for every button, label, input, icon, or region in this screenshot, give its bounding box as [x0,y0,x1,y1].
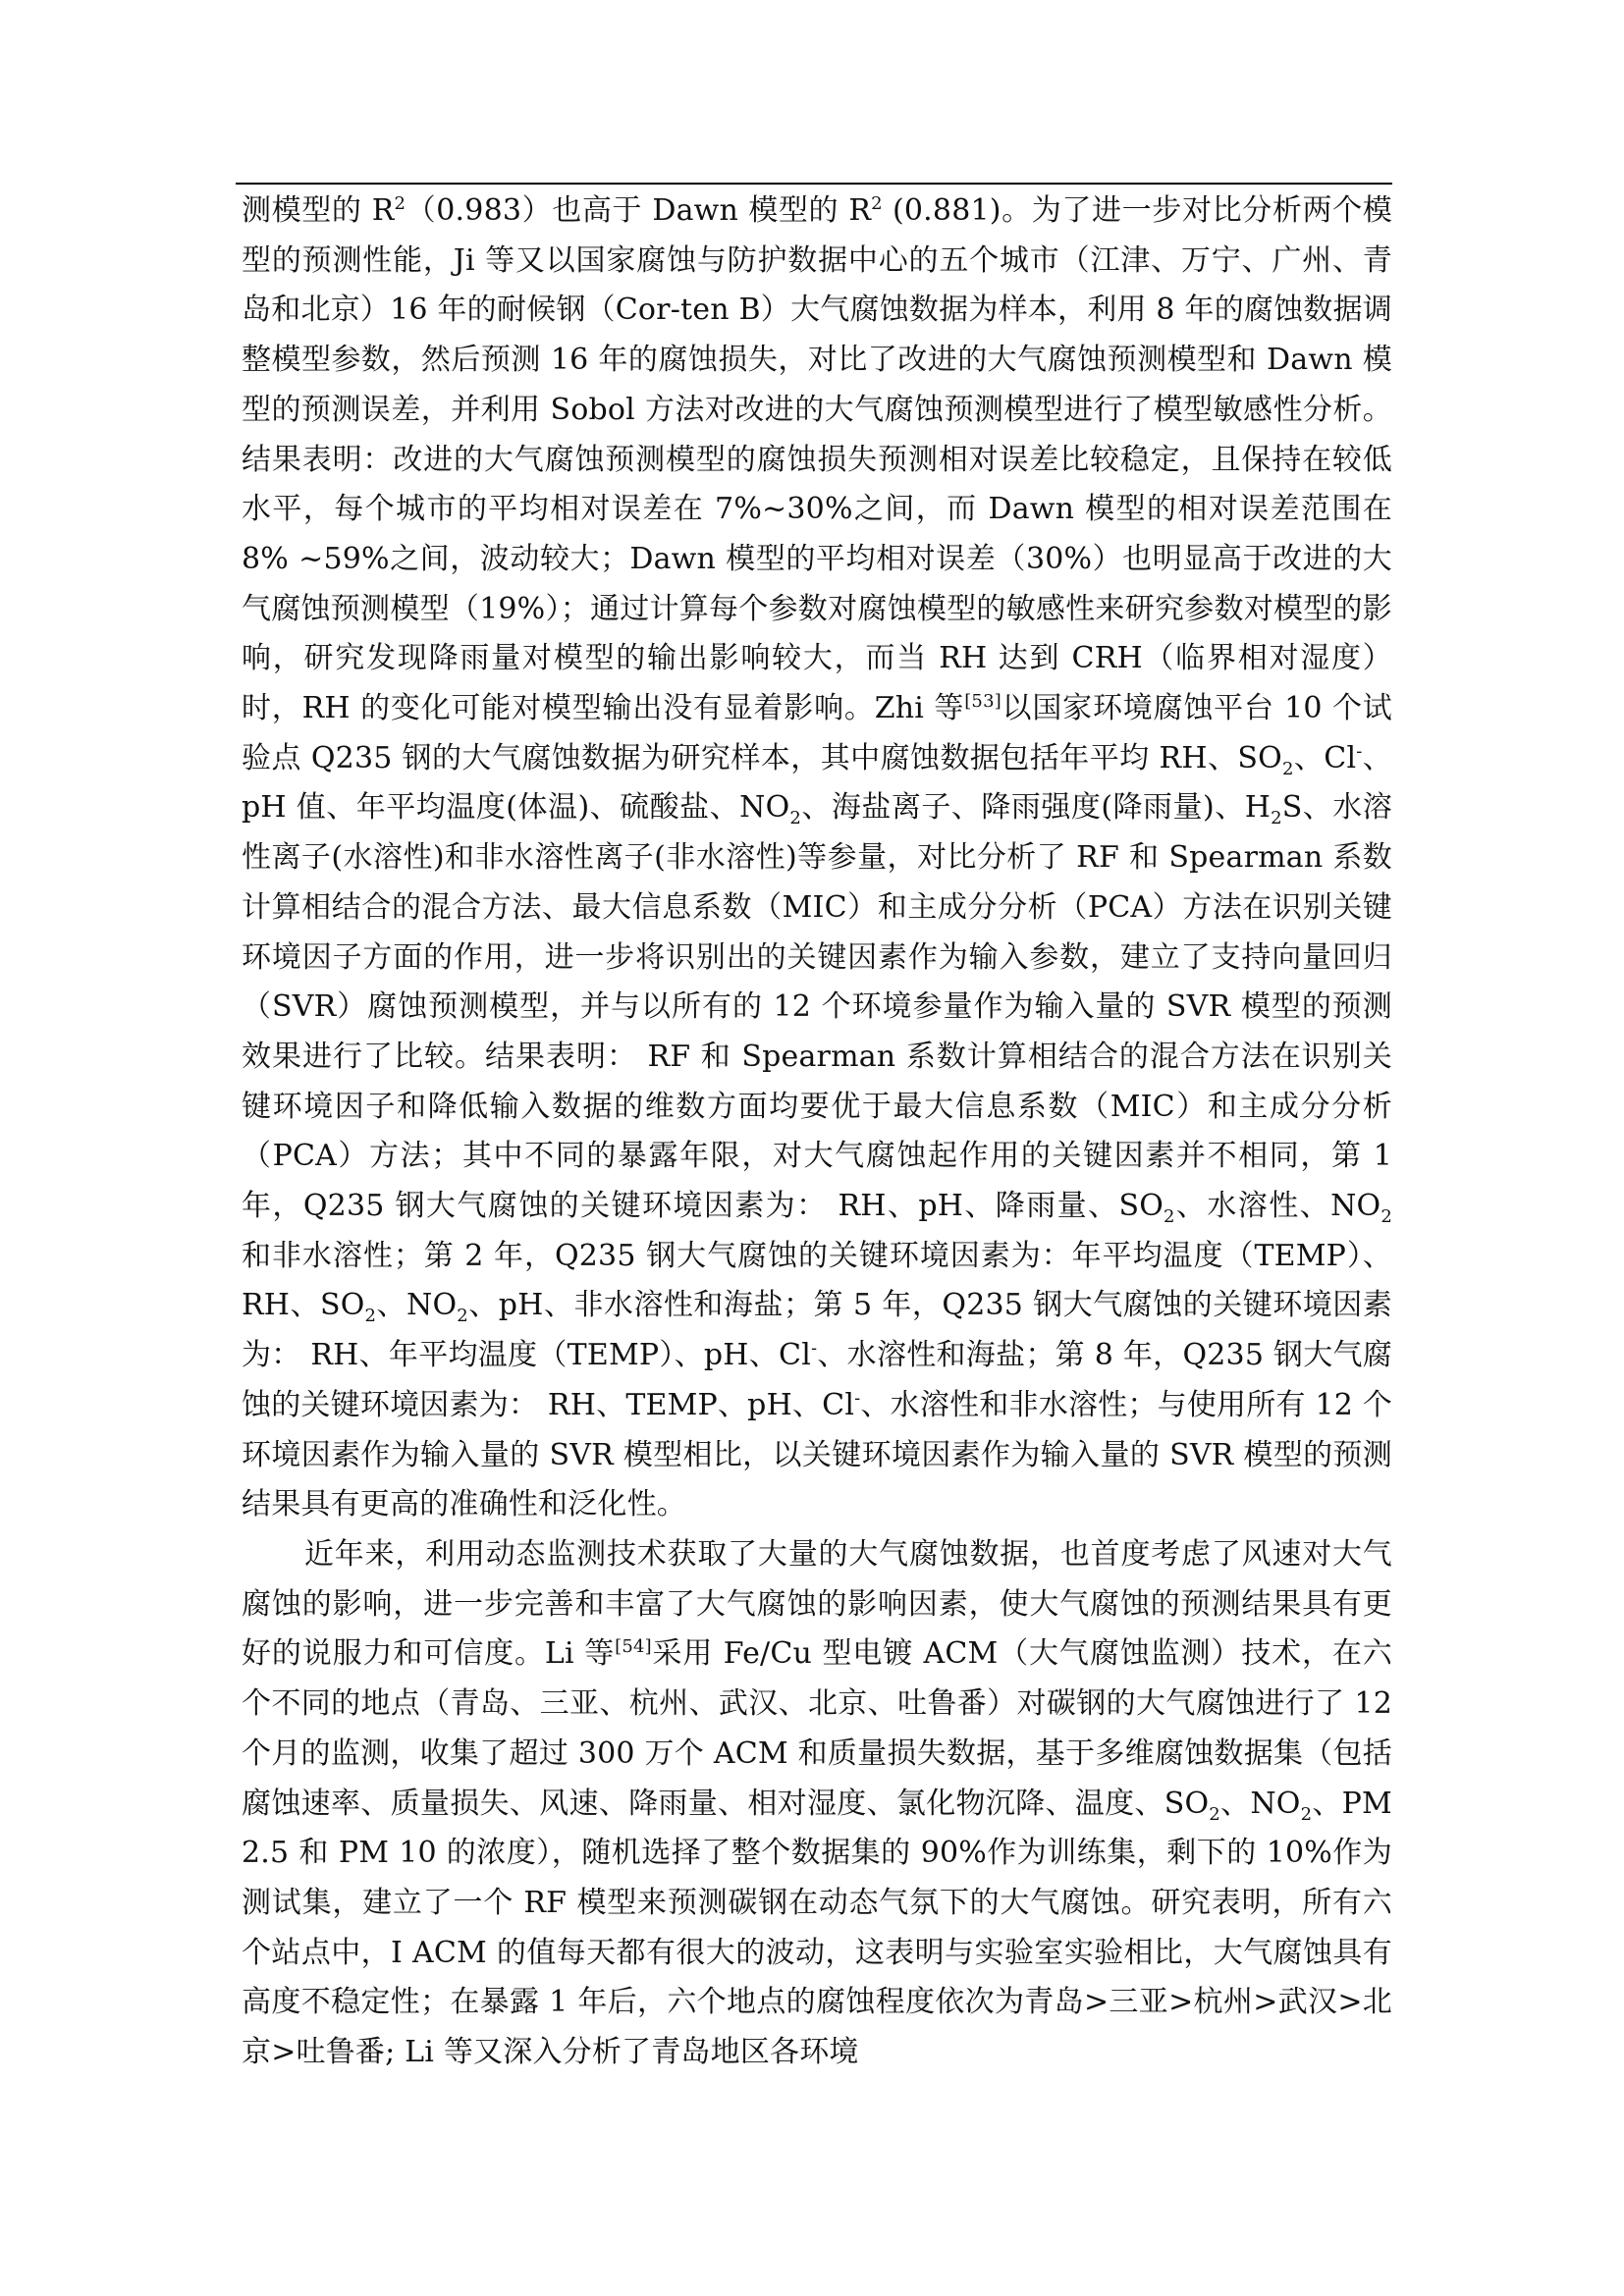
subscript: 2 [1209,1803,1220,1825]
paragraph-text: 、水溶性和非水溶性；与使用所有 12 个环境因素作为输入量的 SVR 模型相比，以关键环境因素作为输入量的 SVR 模型的预测结果具有更高的准确性和泛化性。 [242,1387,1392,1522]
subscript: 2 [1300,1803,1313,1825]
paragraph-text: 和非水溶性；第 2 年，Q235 钢大气腐蚀的关键环境因素为：年平均温度（TEMP）、RH、SO [242,1238,1392,1323]
superscript: - [1356,740,1363,762]
header-rule [236,183,1392,185]
page-body [242,187,1392,2078]
paragraph-text: 测模型的 R [242,193,395,228]
citation-marker: [53] [964,691,1001,713]
subscript: 2 [1380,1206,1392,1228]
superscript: 2 [871,193,883,214]
subscript: 2 [364,1306,377,1327]
subscript: 2 [789,808,802,829]
superscript: 2 [394,193,406,214]
subscript: 2 [457,1306,468,1327]
paragraph-text: 、pH、非水溶性和海盐；第 5 年，Q235 钢大气腐蚀的关键环境因素为： RH、年平均温度（TEMP）、pH、Cl [242,1288,1392,1373]
subscript: 2 [1281,758,1294,779]
paragraph-text: 、水溶性和海盐；第 8 年，Q235 钢大气腐蚀的关键环境因素为： RH、TEMP、pH、Cl [242,1338,1392,1422]
paragraph-text: （0.983）也高于 Dawn 模型的 R [406,193,872,228]
paragraph-text: 、NO [1219,1786,1301,1821]
body-paragraph [242,187,1392,1530]
paragraph-text: 、PM 2.5 和 PM 10 的浓度），随机选择了整个数据集的 90%作为训练集，剩下的 10%作为测试集，建立了一个 RF 模型来预测碳钢在动态气氛下的大气腐蚀。研究表明，所有六个站点中，I ACM 的值每天都有很大的波动，这表明与实验室实验相比，大气腐蚀具有高度不稳定性；在暴露 1 年后，六个地点的腐蚀程度依次为青岛>三亚>杭州>武汉>北京>吐鲁番; Li 等又深入分析了青岛地区各环境 [242,1786,1392,2070]
paragraph-text: 以国家环境腐蚀平台 10 个试验点 Q235 钢的大气腐蚀数据为研究样本，其中腐蚀数据包括年平均 RH、SO [242,691,1393,775]
citation-marker: [54] [615,1636,652,1658]
paragraph-text: 近年来，利用动态监测技术获取了大量的大气腐蚀数据，也首度考虑了风速对大气腐蚀的影响，进一步完善和丰富了大气腐蚀的影响因素，使大气腐蚀的预测结果具有更好的说服力和可信度。Li 等 [242,1536,1392,1672]
paragraph-text: 采用 Fe/Cu 型电镀 ACM（大气腐蚀监测）技术，在六个不同的地点（青岛、三亚、杭州、武汉、北京、吐鲁番）对碳钢的大气腐蚀进行了 12 个月的监测，收集了超过 300 万个 ACM 和质量损失数据，基于多维腐蚀数据集（包括腐蚀速率、质量损失、风速、降雨量、相对湿度、氯化物沉降、温度、SO [242,1636,1392,1821]
paragraph-text: (0.881)。为了进一步对比分析两个模型的预测性能，Ji 等又以国家腐蚀与防护数据中心的五个城市（江津、万宁、广州、青岛和北京）16 年的耐候钢（Cor-ten B）大气腐蚀数据为样本，利用 8 年的腐蚀数据调整模型参数，然后预测 16 年的腐蚀损失，对比了改进的大气腐蚀预测模型和 Dawn 模型的预测误差，并利用 Sobol 方法对改进的大气腐蚀预测模型进行了模型敏感性分析。结果表明：改进的大气腐蚀预测模型的腐蚀损失预测相对误差比较稳定，且保持在较低水平，每个城市的平均相对误差在 7%~30%之间，而 Dawn 模型的相对误差范围在 8% ~59%之间，波动较大；Dawn 模型的平均相对误差（30%）也明显高于改进的大气腐蚀预测模型（19%）；通过计算每个参数对腐蚀模型的敏感性来研究参数对模型的影响，研究发现降雨量对模型的输出影响较大，而当 RH 达到 CRH（临界相对湿度）时，RH 的变化可能对模型输出没有显着影响。Zhi 等 [242,193,1392,726]
paragraph-text: 、海盐离子、降雨强度(降雨量)、H [801,790,1272,826]
paragraph-text: 、水溶性、NO [1174,1189,1381,1224]
subscript: 2 [1271,808,1282,829]
body-paragraph [242,1530,1392,2078]
paragraph-text: 、pH 值、年平均温度(体温)、硫酸盐、NO [242,740,1392,826]
superscript: - [854,1387,861,1409]
superscript: - [811,1338,818,1360]
paragraph-text: S、水溶性离子(水溶性)和非水溶性离子(非水溶性)等参量，对比分析了 RF 和 Spearman 系数计算相结合的混合方法、最大信息系数（MIC）和主成分分析（PCA）方法在识别关键环境因子方面的作用，进一步将识别出的关键因素作为输入参数，建立了支持向量回归（SVR）腐蚀预测模型，并与以所有的 12 个环境参量作为输入量的 SVR 模型的预测效果进行了比较。结果表明： RF 和 Spearman 系数计算相结合的混合方法在识别关键环境因子和降低输入数据的维数方面均要优于最大信息系数（MIC）和主成分分析（PCA）方法；其中不同的暴露年限，对大气腐蚀起作用的关键因素并不相同，第 1 年，Q235 钢大气腐蚀的关键环境因素为： RH、pH、降雨量、SO [242,790,1392,1224]
paragraph-text: 、NO [376,1288,458,1323]
subscript: 2 [1164,1206,1175,1228]
paragraph-text: 、Cl [1293,740,1357,775]
